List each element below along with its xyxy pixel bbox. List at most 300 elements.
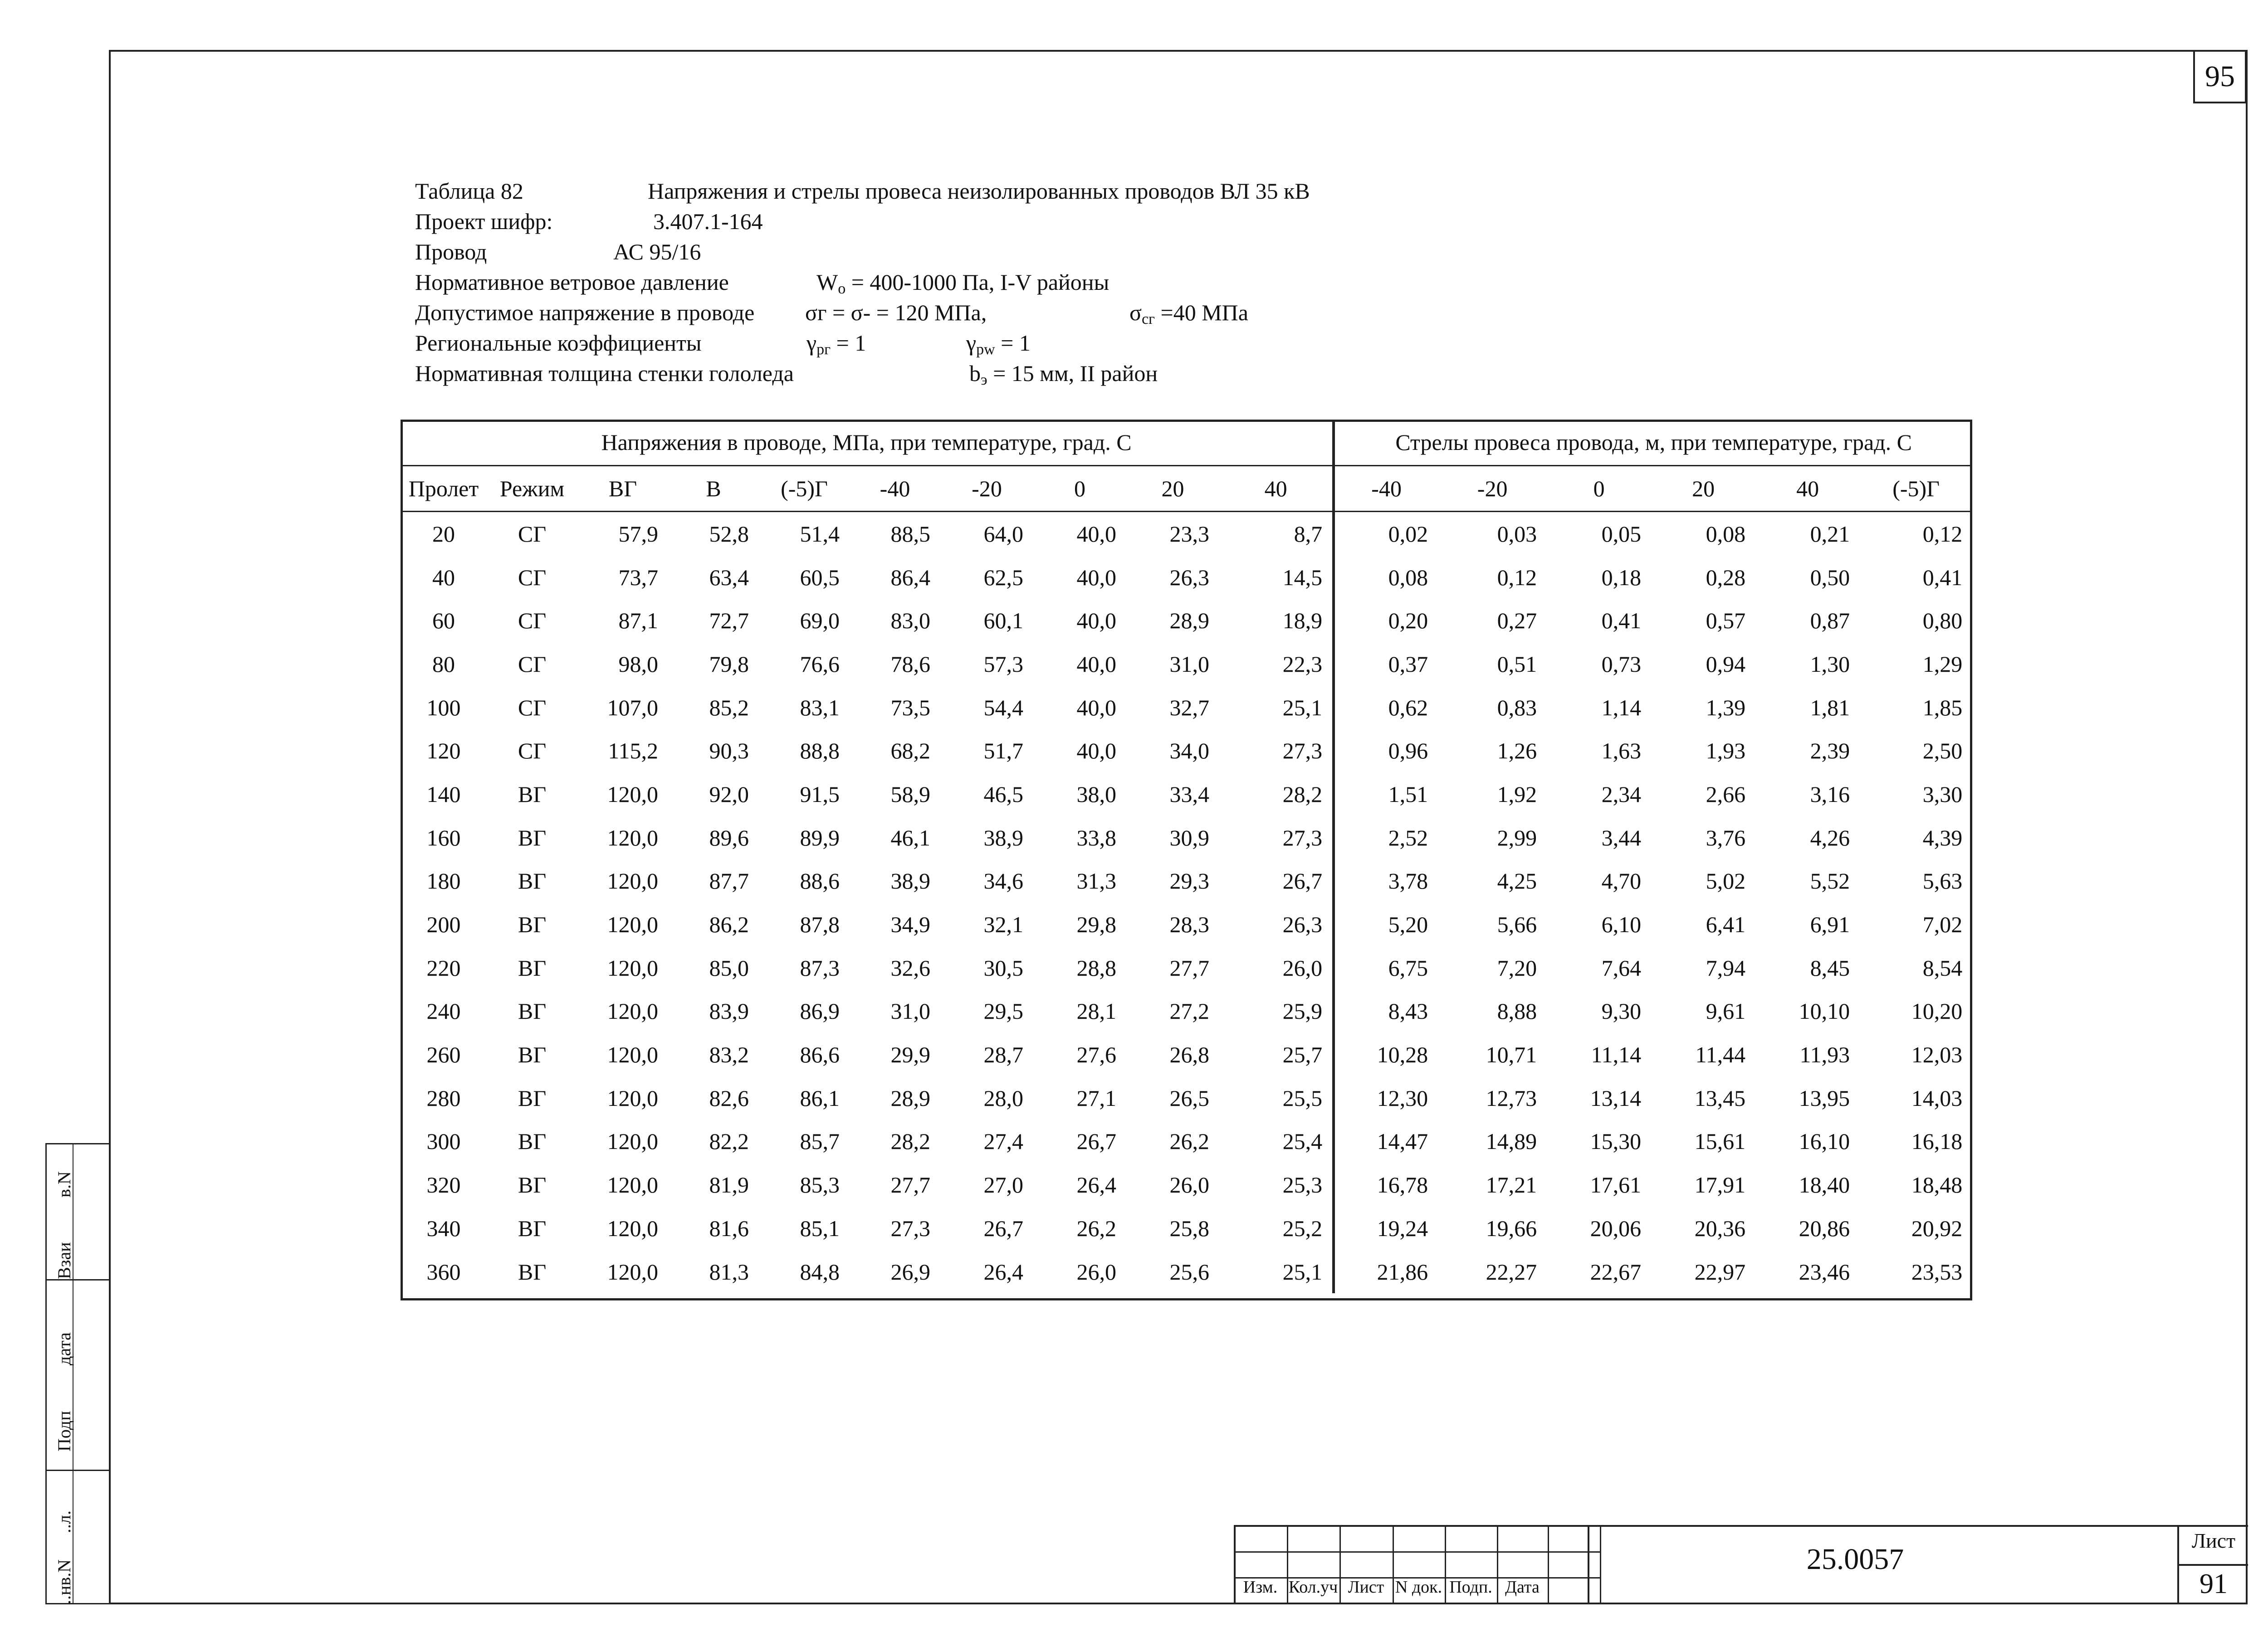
table-cell: 260 <box>426 1042 461 1068</box>
table-cell: 8,45 <box>1810 955 1850 981</box>
table-cell: 23,53 <box>1911 1259 1963 1285</box>
table-cell: 29,9 <box>890 1042 930 1068</box>
table-cell: 0,28 <box>1706 564 1746 590</box>
table-cell: 16,10 <box>1799 1129 1850 1154</box>
table-cell: 0,27 <box>1497 608 1537 634</box>
stamp-cell <box>1497 1551 1548 1578</box>
table-cell: 20,92 <box>1911 1215 1963 1241</box>
table-cell: 34,0 <box>1169 738 1209 764</box>
table-cell: 28,9 <box>890 1085 930 1111</box>
table-cell: 0,05 <box>1601 521 1642 547</box>
stress-group-header: Напряжения в проводе, МПа, при температуре, град. С <box>401 420 1334 466</box>
table-cell: 32,6 <box>890 955 930 981</box>
column-header: Режим <box>487 466 577 512</box>
table-cell: 28,2 <box>890 1129 930 1154</box>
table-cell: 9,61 <box>1706 998 1746 1024</box>
table-label: Таблица 82 <box>415 178 523 204</box>
table-cell: 0,37 <box>1388 651 1428 677</box>
table-cell: 12,03 <box>1911 1042 1963 1068</box>
table-cell: 5,02 <box>1706 868 1746 894</box>
table-cell: 0,62 <box>1388 694 1428 720</box>
table-cell: ВГ <box>518 998 547 1024</box>
table-cell: 25,4 <box>1219 1120 1334 1163</box>
table-cell: 88,5 <box>890 521 930 547</box>
table-cell: 85,1 <box>800 1215 840 1241</box>
table-cell: 7,64 <box>1601 955 1642 981</box>
table-cell: 1,81 <box>1810 694 1850 720</box>
stamp-label: Дата <box>1505 1578 1540 1597</box>
table-cell: 6,75 <box>1388 955 1428 981</box>
table-cell: 26,9 <box>890 1259 930 1285</box>
stamp-cell <box>1339 1525 1393 1551</box>
table-cell: 240 <box>426 998 461 1024</box>
table-cell: 15,30 <box>1590 1129 1642 1154</box>
table-cell: 0,41 <box>1922 564 1963 590</box>
table-cell: 12,73 <box>1486 1085 1537 1111</box>
table-cell: 1,14 <box>1601 694 1642 720</box>
coef-value-1: $\gamma_{рг} = 1$ <box>807 330 866 358</box>
table-cell: 3,44 <box>1601 825 1642 850</box>
table-cell: ВГ <box>518 1259 547 1285</box>
table-cell: 25,5 <box>1219 1076 1334 1120</box>
project-label: Проект шифр: <box>415 209 553 234</box>
column-header: 20 <box>1126 466 1219 512</box>
table-cell: 8,43 <box>1388 998 1428 1024</box>
page-number: 95 <box>2193 50 2247 103</box>
table-cell: 60,5 <box>800 564 840 590</box>
table-cell: 16,78 <box>1377 1172 1428 1198</box>
table-cell: 1,85 <box>1922 694 1963 720</box>
stamp-label: Лист <box>1348 1578 1384 1597</box>
table-cell: 120,0 <box>607 1085 658 1111</box>
table-cell: 26,0 <box>1169 1172 1209 1198</box>
table-title: Напряжения и стрелы провеса неизолированных проводов ВЛ 35 кВ <box>648 178 1310 204</box>
table-cell: 81,6 <box>709 1215 749 1241</box>
stamp-label: Кол.уч <box>1288 1578 1338 1597</box>
side-label: ..л. <box>54 1510 74 1533</box>
table-cell: 34,6 <box>983 868 1023 894</box>
table-cell: 7,20 <box>1497 955 1537 981</box>
table-cell: 22,97 <box>1694 1259 1746 1285</box>
table-cell: 13,14 <box>1590 1085 1642 1111</box>
table-cell: 60,1 <box>983 608 1023 634</box>
table-cell: ВГ <box>518 1215 547 1241</box>
table-cell: 5,20 <box>1388 912 1428 938</box>
coef-label: Региональные коэффициенты <box>415 330 702 356</box>
table-cell: 0,73 <box>1601 651 1642 677</box>
table-cell: 120,0 <box>607 1172 658 1198</box>
table-cell: 30,5 <box>983 955 1023 981</box>
table-cell: 25,8 <box>1169 1215 1209 1241</box>
stamp-cell <box>1393 1551 1445 1578</box>
table-cell: 86,6 <box>800 1042 840 1068</box>
table-cell: 3,30 <box>1922 781 1963 807</box>
table-cell: 31,3 <box>1076 868 1116 894</box>
table-cell: 27,7 <box>1169 955 1209 981</box>
stamp-cell <box>1445 1551 1497 1578</box>
table-cell: 26,0 <box>1076 1259 1116 1285</box>
table-cell: 8,7 <box>1219 512 1334 556</box>
table-cell: 120,0 <box>607 781 658 807</box>
table-cell: 120,0 <box>607 1259 658 1285</box>
table-cell: 40,0 <box>1076 521 1116 547</box>
table-cell: 1,39 <box>1706 694 1746 720</box>
side-label: Подп <box>54 1411 74 1452</box>
table-cell: 26,0 <box>1219 946 1334 990</box>
table-cell: 54,4 <box>983 694 1023 720</box>
document-code: 25.0057 <box>1806 1543 1904 1576</box>
table-cell: 92,0 <box>709 781 749 807</box>
table-cell: 0,96 <box>1388 738 1428 764</box>
table-cell: 26,4 <box>1076 1172 1116 1198</box>
table-cell: 1,26 <box>1497 738 1537 764</box>
table-cell: 14,47 <box>1377 1129 1428 1154</box>
table-cell: 83,2 <box>709 1042 749 1068</box>
table-cell: 8,54 <box>1922 955 1963 981</box>
table-cell: 18,40 <box>1799 1172 1850 1198</box>
table-cell: 73,7 <box>618 564 658 590</box>
table-cell: 26,2 <box>1169 1129 1209 1154</box>
table-cell: ВГ <box>518 912 547 938</box>
table-cell: 1,63 <box>1601 738 1642 764</box>
table-cell: 120,0 <box>607 998 658 1024</box>
stress-value-2: $\sigma_{сг} =40$ МПа <box>1129 300 1248 327</box>
table-cell: 4,39 <box>1922 825 1963 850</box>
table-cell: 51,4 <box>800 521 840 547</box>
table-cell: 46,1 <box>890 825 930 850</box>
table-cell: 19,66 <box>1486 1215 1537 1241</box>
table-cell: 82,6 <box>709 1085 749 1111</box>
table-cell: 5,63 <box>1922 868 1963 894</box>
table-cell: 11,93 <box>1799 1042 1850 1068</box>
stamp-label: N док. <box>1395 1578 1442 1597</box>
table-cell: 21,86 <box>1377 1259 1428 1285</box>
table-cell: 340 <box>426 1215 461 1241</box>
table-cell: 0,83 <box>1497 694 1537 720</box>
project-value: 3.407.1-164 <box>653 209 763 234</box>
table-cell: 10,10 <box>1799 998 1850 1024</box>
table-cell: 18,48 <box>1911 1172 1963 1198</box>
table-cell: 87,7 <box>709 868 749 894</box>
table-cell: 14,03 <box>1911 1085 1963 1111</box>
table-cell: 2,52 <box>1388 825 1428 850</box>
table-cell: 90,3 <box>709 738 749 764</box>
table-cell: 100 <box>426 694 461 720</box>
table-cell: 28,9 <box>1169 608 1209 634</box>
table-cell: 8,88 <box>1497 998 1537 1024</box>
table-cell: 25,1 <box>1219 686 1334 729</box>
column-header: -20 <box>940 466 1033 512</box>
table-cell: 33,4 <box>1169 781 1209 807</box>
table-cell: 84,8 <box>800 1259 840 1285</box>
table-cell: 91,5 <box>800 781 840 807</box>
table-cell: 25,1 <box>1219 1250 1334 1294</box>
table-cell: 80 <box>432 651 455 677</box>
stamp-cell <box>1234 1551 1287 1578</box>
table-cell: 60 <box>432 608 455 634</box>
table-cell: 1,93 <box>1706 738 1746 764</box>
table-cell: 72,7 <box>709 608 749 634</box>
table-cell: ВГ <box>518 825 547 850</box>
column-header: 40 <box>1755 466 1860 512</box>
table-cell: 62,5 <box>983 564 1023 590</box>
table-cell: 120,0 <box>607 868 658 894</box>
stamp-cell <box>1287 1525 1339 1551</box>
table-cell: 0,20 <box>1388 608 1428 634</box>
wire-value: АС 95/16 <box>613 239 701 264</box>
table-cell: 300 <box>426 1129 461 1154</box>
table-cell: 2,34 <box>1601 781 1642 807</box>
column-header: 40 <box>1219 466 1334 512</box>
table-cell: 20,86 <box>1799 1215 1850 1241</box>
table-cell: 57,3 <box>983 651 1023 677</box>
table-cell: 6,10 <box>1601 912 1642 938</box>
table-cell: 22,67 <box>1590 1259 1642 1285</box>
sheet-number: 91 <box>2179 1564 2248 1603</box>
table-cell: 29,8 <box>1076 912 1116 938</box>
table-cell: 0,03 <box>1497 521 1537 547</box>
table-cell: 38,0 <box>1076 781 1116 807</box>
table-cell: 13,95 <box>1799 1085 1850 1111</box>
table-cell: 9,30 <box>1601 998 1642 1024</box>
table-cell: 40,0 <box>1076 608 1116 634</box>
table-cell: 16,18 <box>1911 1129 1963 1154</box>
table-cell: 26,7 <box>983 1215 1023 1241</box>
table-cell: 120,0 <box>607 1129 658 1154</box>
table-cell: 26,2 <box>1076 1215 1116 1241</box>
table-cell: 26,4 <box>983 1259 1023 1285</box>
table-cell: 85,3 <box>800 1172 840 1198</box>
table-cell: 30,9 <box>1169 825 1209 850</box>
table-cell: 0,18 <box>1601 564 1642 590</box>
table-cell: 6,91 <box>1810 912 1850 938</box>
table-cell: 25,3 <box>1219 1163 1334 1207</box>
table-cell: 89,9 <box>800 825 840 850</box>
table-cell: 180 <box>426 868 461 894</box>
column-header: (-5)Г <box>1860 466 1972 512</box>
table-cell: 25,9 <box>1219 990 1334 1033</box>
table-cell: 0,08 <box>1388 564 1428 590</box>
table-cell: 89,6 <box>709 825 749 850</box>
table-cell: 160 <box>426 825 461 850</box>
table-cell: 88,6 <box>800 868 840 894</box>
column-header: 0 <box>1547 466 1651 512</box>
table-cell: 73,5 <box>890 694 930 720</box>
table-cell: 0,51 <box>1497 651 1537 677</box>
table-cell: 120,0 <box>607 955 658 981</box>
table-cell: 81,9 <box>709 1172 749 1198</box>
table-cell: 69,0 <box>800 608 840 634</box>
table-cell: 0,08 <box>1706 521 1746 547</box>
table-cell: 52,8 <box>709 521 749 547</box>
table-cell: 120 <box>426 738 461 764</box>
table-cell: 88,8 <box>800 738 840 764</box>
table-cell: 86,1 <box>800 1085 840 1111</box>
table-cell: 83,9 <box>709 998 749 1024</box>
table-cell: 28,7 <box>983 1042 1023 1068</box>
table-cell: 83,0 <box>890 608 930 634</box>
table-cell: 85,0 <box>709 955 749 981</box>
stamp-label: Подп. <box>1449 1578 1492 1597</box>
table-cell: 1,51 <box>1388 781 1428 807</box>
table-cell: 360 <box>426 1259 461 1285</box>
table-cell: 57,9 <box>618 521 658 547</box>
table-cell: 0,41 <box>1601 608 1642 634</box>
table-cell: 4,70 <box>1601 868 1642 894</box>
table-cell: 5,66 <box>1497 912 1537 938</box>
table-cell: 81,3 <box>709 1259 749 1285</box>
table-cell: 4,25 <box>1497 868 1537 894</box>
table-cell: 7,02 <box>1922 912 1963 938</box>
table-cell: ВГ <box>518 1172 547 1198</box>
stamp-cell <box>1287 1551 1339 1578</box>
table-cell: 40 <box>432 564 455 590</box>
table-cell: 120,0 <box>607 1215 658 1241</box>
table-cell: 17,61 <box>1590 1172 1642 1198</box>
table-cell: 32,7 <box>1169 694 1209 720</box>
table-cell: 51,7 <box>983 738 1023 764</box>
table-cell: 320 <box>426 1172 461 1198</box>
table-cell: 40,0 <box>1076 694 1116 720</box>
ice-value: $b_э = 15$ мм, II район <box>969 361 1158 388</box>
table-cell: 10,20 <box>1911 998 1963 1024</box>
table-cell: 46,5 <box>983 781 1023 807</box>
table-cell: 85,2 <box>709 694 749 720</box>
table-cell: 5,52 <box>1810 868 1850 894</box>
table-cell: 28,0 <box>983 1085 1023 1111</box>
table-cell: 87,3 <box>800 955 840 981</box>
table-cell: 20,06 <box>1590 1215 1642 1241</box>
column-header: 0 <box>1033 466 1126 512</box>
column-header: (-5)Г <box>759 466 850 512</box>
table-cell: 3,76 <box>1706 825 1746 850</box>
table-cell: ВГ <box>518 1129 547 1154</box>
stamp-cell <box>1234 1525 1287 1551</box>
stamp-divider <box>1588 1525 1589 1604</box>
table-cell: 115,2 <box>608 738 658 764</box>
side-label: ..нв.N <box>54 1559 74 1604</box>
stamp-cell <box>1497 1525 1548 1551</box>
table-cell: 12,30 <box>1377 1085 1428 1111</box>
stamp-cell <box>1445 1525 1497 1551</box>
column-header: ВГ <box>577 466 668 512</box>
table-cell: СГ <box>518 694 547 720</box>
table-cell: 17,21 <box>1486 1172 1537 1198</box>
table-cell: 6,41 <box>1706 912 1746 938</box>
stamp-cell <box>1548 1551 1601 1578</box>
table-cell: 27,0 <box>983 1172 1023 1198</box>
table-cell: 11,44 <box>1695 1042 1746 1068</box>
table-cell: 26,8 <box>1169 1042 1209 1068</box>
table-cell: 0,50 <box>1810 564 1850 590</box>
table-cell: 25,2 <box>1219 1207 1334 1250</box>
column-header: -40 <box>850 466 940 512</box>
table-cell: 85,7 <box>800 1129 840 1154</box>
table-cell: 26,5 <box>1169 1085 1209 1111</box>
table-cell: 26,3 <box>1219 903 1334 946</box>
table-cell: 3,16 <box>1810 781 1850 807</box>
table-cell: 140 <box>426 781 461 807</box>
side-label: Взаи <box>54 1242 74 1279</box>
stamp-cell <box>1548 1525 1601 1551</box>
sag-group-header: Стрелы провеса провода, м, при температуре, град. С <box>1334 420 1972 466</box>
table-cell: 280 <box>426 1085 461 1111</box>
table-cell: СГ <box>518 608 547 634</box>
wind-label: Нормативное ветровое давление <box>415 269 729 295</box>
table-cell: 29,3 <box>1169 868 1209 894</box>
ice-label: Нормативная толщина стенки гололеда <box>415 361 794 386</box>
table-cell: 31,0 <box>1169 651 1209 677</box>
table-cell: 86,9 <box>800 998 840 1024</box>
table-cell: 0,12 <box>1922 521 1963 547</box>
table-cell: 68,2 <box>890 738 930 764</box>
table-cell: 29,5 <box>983 998 1023 1024</box>
table-cell: 0,94 <box>1706 651 1746 677</box>
table-cell: 19,24 <box>1377 1215 1428 1241</box>
wind-value: $W_o = 400-1000$ Па, I-V районы <box>816 269 1110 297</box>
table-cell: 87,8 <box>800 912 840 938</box>
side-label: в.N <box>54 1171 74 1197</box>
column-header: -20 <box>1438 466 1547 512</box>
table-cell: 0,80 <box>1922 608 1963 634</box>
table-cell: 27,3 <box>1219 729 1334 772</box>
table-cell: 87,1 <box>618 608 658 634</box>
table-cell: 22,3 <box>1219 642 1334 686</box>
table-border <box>401 420 1972 1300</box>
table-cell: 200 <box>426 912 461 938</box>
table-cell: 27,1 <box>1076 1085 1116 1111</box>
table-cell: 220 <box>426 955 461 981</box>
table-cell: 58,9 <box>890 781 930 807</box>
sheet-box <box>2177 1525 2248 1603</box>
table-cell: 22,27 <box>1486 1259 1537 1285</box>
table-cell: 79,8 <box>709 651 749 677</box>
table-cell: 23,46 <box>1799 1259 1850 1285</box>
table-cell: 120,0 <box>607 912 658 938</box>
stress-label: Допустимое напряжение в проводе <box>415 300 755 325</box>
table-cell: 63,4 <box>709 564 749 590</box>
table-cell: 10,28 <box>1377 1042 1428 1068</box>
stamp-cell <box>1548 1577 1601 1604</box>
stress-value-1: σг = σ- = 120 МПа, <box>805 300 987 325</box>
table-cell: 86,2 <box>709 912 749 938</box>
column-header: В <box>668 466 759 512</box>
coef-value-2: $\gamma_{рw} = 1$ <box>966 330 1031 358</box>
table-cell: 120,0 <box>607 1042 658 1068</box>
table-cell: 31,0 <box>890 998 930 1024</box>
table-cell: 40,0 <box>1076 564 1116 590</box>
stamp-label: Изм. <box>1243 1578 1278 1597</box>
table-cell: СГ <box>518 564 547 590</box>
table-cell: 15,61 <box>1694 1129 1746 1154</box>
table-cell: 7,94 <box>1706 955 1746 981</box>
table-cell: 28,2 <box>1219 772 1334 816</box>
table-cell: 83,1 <box>800 694 840 720</box>
table-cell: ВГ <box>518 868 547 894</box>
table-cell: 28,3 <box>1169 912 1209 938</box>
column-header: 20 <box>1651 466 1755 512</box>
table-cell: 0,02 <box>1388 521 1428 547</box>
table-cell: 38,9 <box>890 868 930 894</box>
table-cell: 26,3 <box>1169 564 1209 590</box>
table-cell: 11,14 <box>1591 1042 1642 1068</box>
table-cell: ВГ <box>518 955 547 981</box>
side-label: дата <box>54 1332 74 1365</box>
table-cell: 27,6 <box>1076 1042 1116 1068</box>
table-cell: 78,6 <box>890 651 930 677</box>
table-cell: 26,7 <box>1219 860 1334 903</box>
table-cell: 98,0 <box>618 651 658 677</box>
